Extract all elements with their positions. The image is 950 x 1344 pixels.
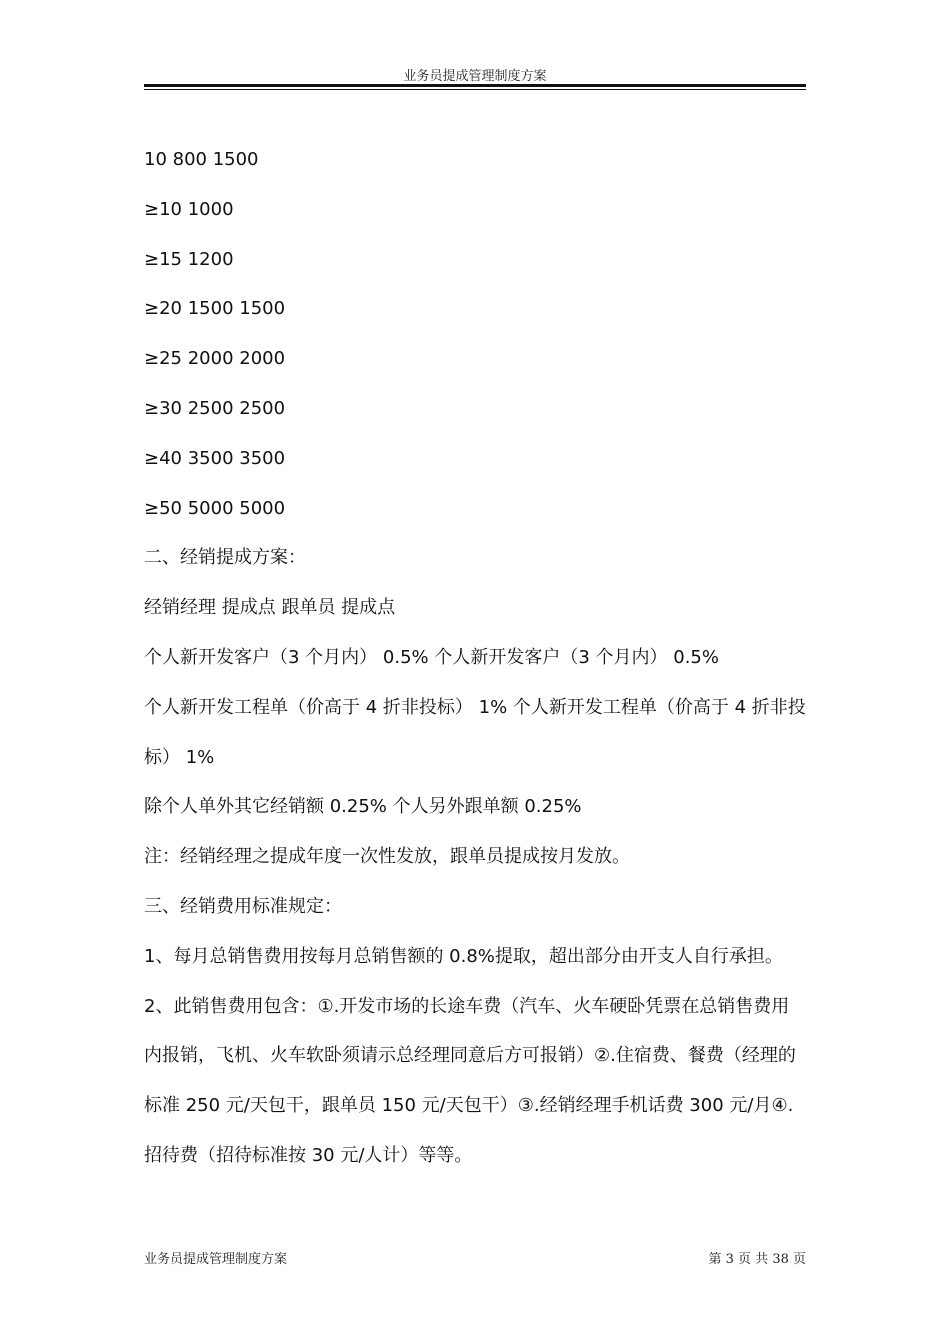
- body-line: 1、每月总销售费用按每月总销售额的 0.8%提取，超出部分由开支人自行承担。: [144, 945, 783, 967]
- body-line: ≥50 5000 5000: [144, 497, 286, 519]
- body-line: 个人新开发工程单（价高于 4 折非投标） 1% 个人新开发工程单（价高于 4 折非投: [144, 696, 806, 718]
- body-line: 除个人单外其它经销额 0.25% 个人另外跟单额 0.25%: [144, 796, 582, 818]
- body-line: ≥20 1500 1500: [144, 298, 286, 320]
- body-line: ≥40 3500 3500: [144, 447, 286, 469]
- note-line: 注：经销经理之提成年度一次性发放，跟单员提成按月发放。: [144, 846, 630, 868]
- body-line: ≥10 1000: [144, 198, 234, 220]
- body-line: ≥30 2500 2500: [144, 397, 286, 419]
- section-heading: 二、经销提成方案：: [144, 547, 306, 569]
- section-heading: 三、经销费用标准规定：: [144, 895, 342, 917]
- page-header-title: 业务员提成管理制度方案: [403, 69, 547, 84]
- body-line: 标准 250 元/天包干，跟单员 150 元/天包干）③.经销经理手机话费 300 元/月④.: [144, 1095, 794, 1117]
- footer-page-number: 第 3 页 共 38 页: [708, 1252, 806, 1267]
- footer-document-title: 业务员提成管理制度方案: [144, 1252, 288, 1267]
- body-line: 个人新开发客户（3 个月内） 0.5% 个人新开发客户（3 个月内） 0.5%: [144, 646, 719, 668]
- body-line: 经销经理 提成点 跟单员 提成点: [144, 597, 396, 619]
- body-line: 招待费（招待标准按 30 元/人计）等等。: [144, 1144, 473, 1166]
- header-divider-thick: [144, 84, 806, 87]
- body-line: 内报销，飞机、火车软卧须请示总经理同意后方可报销）②.住宿费、餐费（经理的: [144, 1045, 796, 1067]
- header-divider-thin: [144, 89, 806, 90]
- body-line: ≥15 1200: [144, 248, 234, 270]
- body-line: 10 800 1500: [144, 149, 259, 170]
- document-body: [144, 135, 814, 1181]
- body-line: 标） 1%: [144, 746, 215, 768]
- body-line: ≥25 2000 2000: [144, 348, 286, 370]
- body-line: 2、此销售费用包含：①.开发市场的长途车费（汽车、火车硬卧凭票在总销售费用: [144, 995, 790, 1017]
